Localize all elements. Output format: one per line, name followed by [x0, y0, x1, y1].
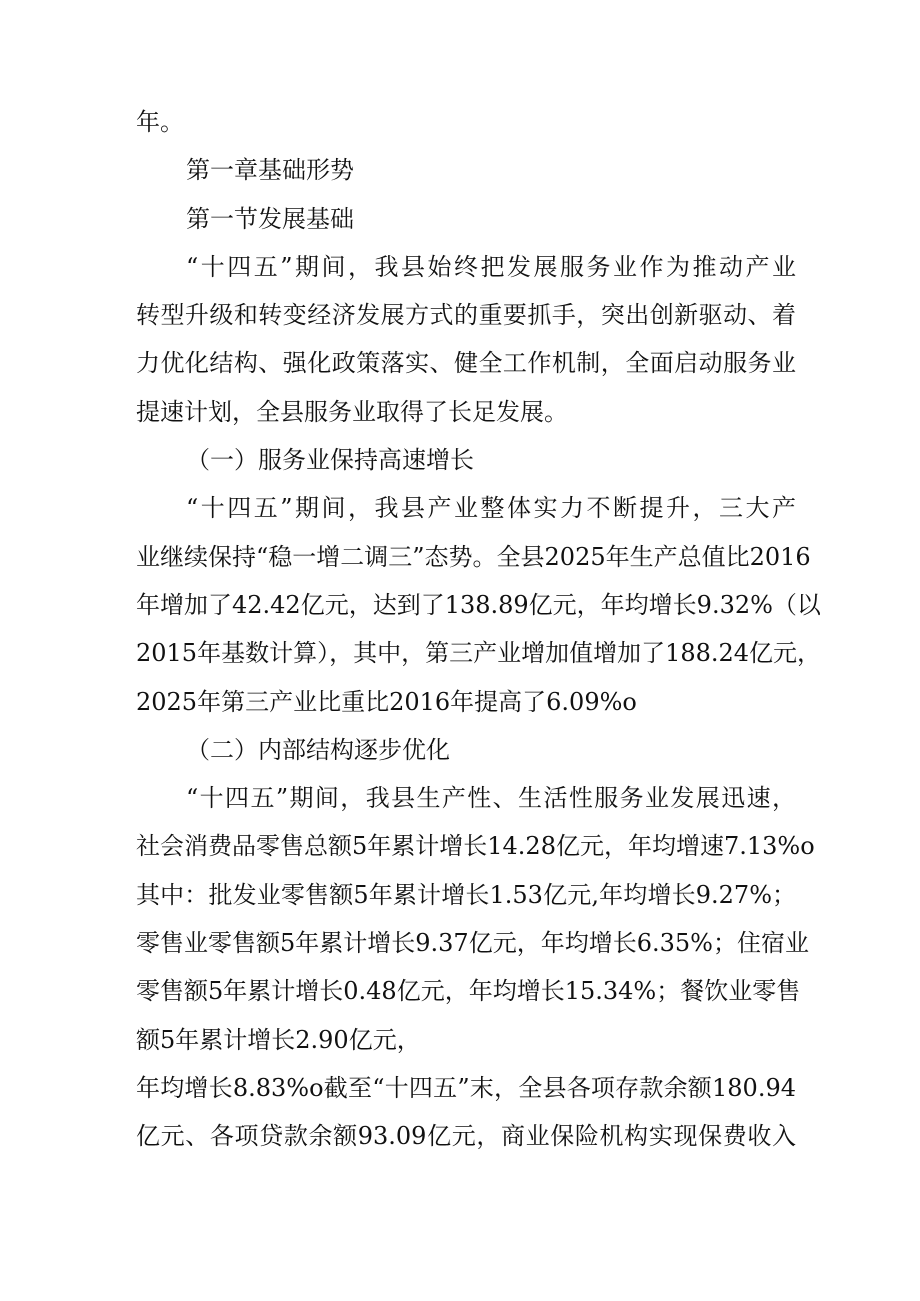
paragraph-line: 其中：批发业零售额5年累计增长1.53亿元,年均增长9.27%；: [136, 880, 796, 909]
paragraph-line: 转型升级和转变经济发展方式的重要抓手，突出创新驱动、着: [136, 301, 796, 330]
subsection-heading: （一）服务业保持高速增长: [186, 446, 474, 475]
paragraph-line: 年增加了42.42亿元，达到了138.89亿元，年均增长9.32%（以: [136, 590, 821, 619]
paragraph-line: 亿元、各项贷款余额93.09亿元，商业保险机构实现保费收入: [136, 1122, 796, 1151]
section-heading: 第一节发展基础: [186, 204, 354, 233]
paragraph-line: 社会消费品零售总额5年累计增长14.28亿元，年均增速7.13%o: [136, 832, 815, 861]
paragraph-line: 提速计划，全县服务业取得了长足发展。: [136, 397, 568, 426]
paragraph-line: 力优化结构、强化政策落实、健全工作机制，全面启动服务业: [136, 349, 796, 378]
chapter-heading: 第一章基础形势: [186, 156, 354, 185]
paragraph-line: 额5年累计增长2.90亿元，: [136, 1025, 421, 1054]
paragraph-line: 零售业零售额5年累计增长9.37亿元，年均增长6.35%；住宿业: [136, 929, 809, 958]
subsection-heading: （二）内部结构逐步优化: [186, 735, 450, 764]
document-body: [136, 98, 822, 1161]
paragraph-line: “十四五”期间，我县产业整体实力不断提升，三大产: [186, 494, 796, 523]
text-line: 年。: [136, 108, 184, 136]
paragraph-line: 2015年基数计算），其中，第三产业增加值增加了188.24亿元，: [136, 639, 822, 668]
paragraph-line: “十四五”期间，我县生产性、生活性服务业发展迅速，: [186, 784, 796, 813]
paragraph-line: 2025年第三产业比重比2016年提高了6.09%o: [136, 687, 637, 716]
paragraph-line: 年均增长8.83%o截至“十四五”末，全县各项存款余额180.94: [136, 1073, 796, 1102]
paragraph-line: 业继续保持“稳一增二调三”态势。全县2025年生产总值比2016: [136, 542, 811, 571]
paragraph-line: “十四五”期间，我县始终把发展服务业作为推动产业: [186, 252, 796, 281]
paragraph-line: 零售额5年累计增长0.48亿元，年均增长15.34%；餐饮业零售: [136, 977, 801, 1006]
